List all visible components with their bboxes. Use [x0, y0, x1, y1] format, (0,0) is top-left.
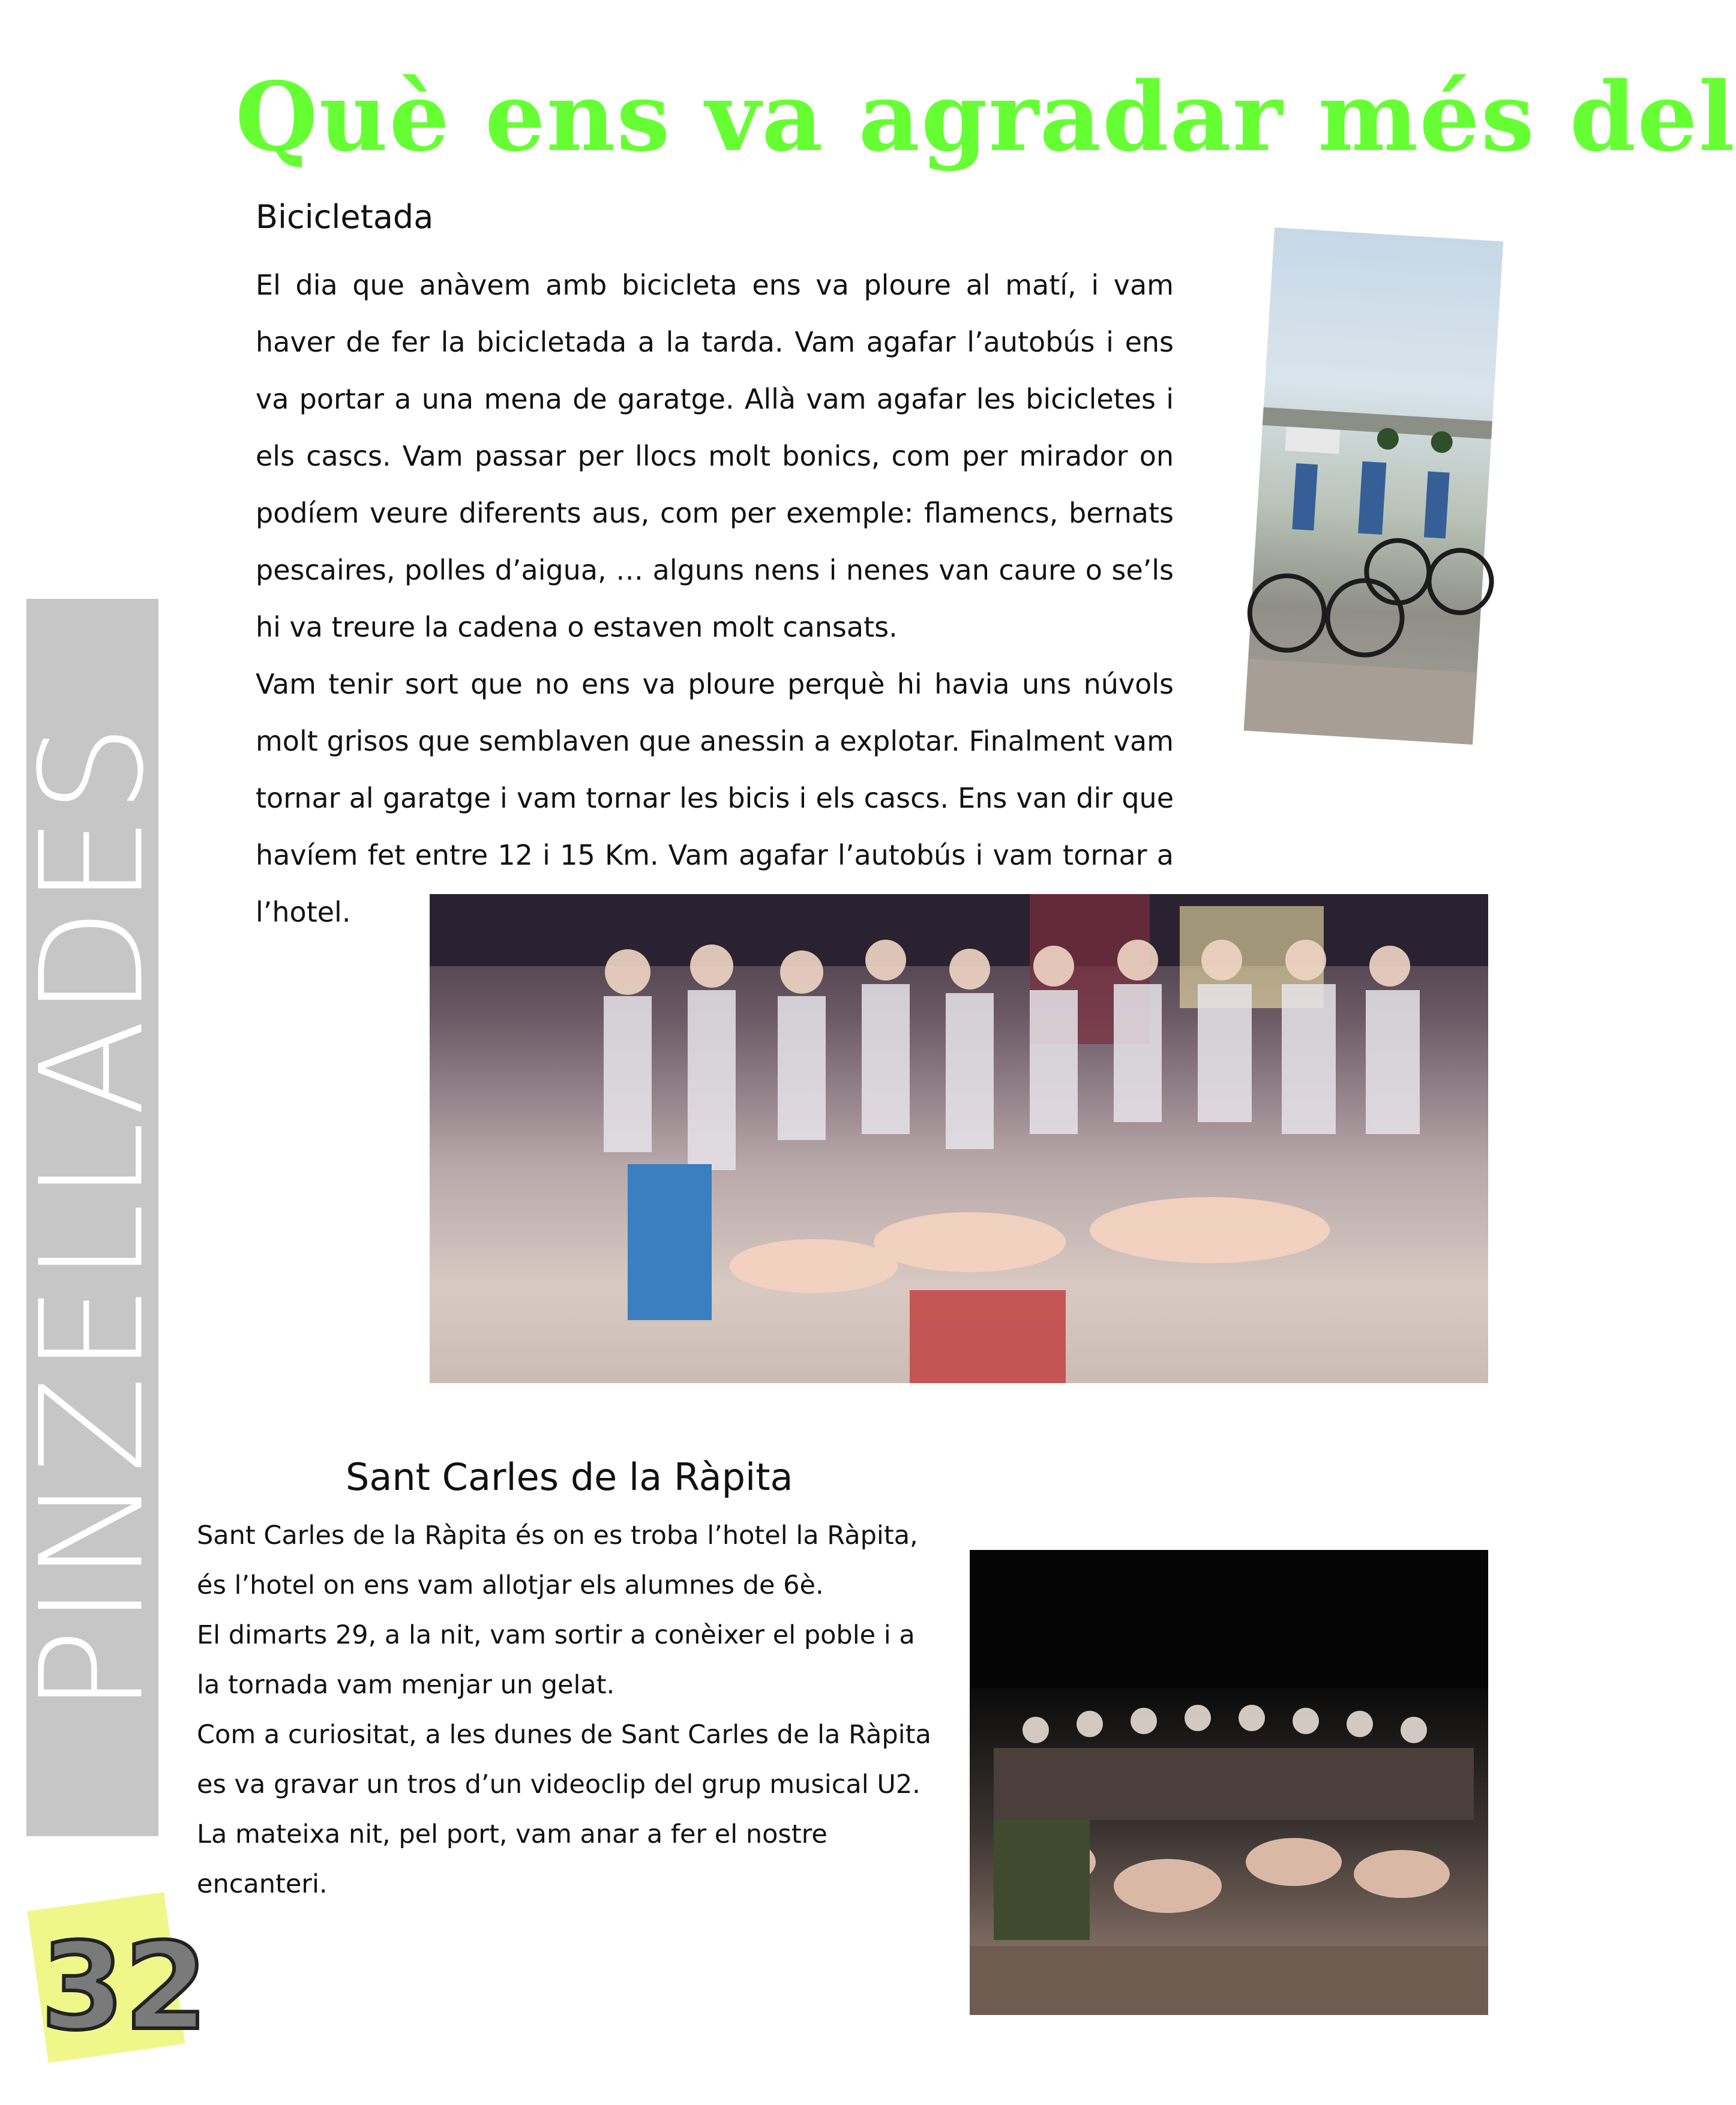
section-title-sant-carles: Sant Carles de la Ràpita — [346, 1455, 793, 1499]
page-number: 32 — [41, 1917, 208, 2057]
sidebar-banner — [10, 599, 175, 1836]
paragraph: El dia que anàvem amb bicicleta ens va ploure al matí, i vam haver de fer la bicicletada a la tarda. Vam agafar l’autobús i ens va portar a una mena de garatge. Allà vam agafar les bicicletes i els cascs. Vam passar per llocs molt bonics, com per mirador on podíem veure diferents aus, com per exemple: flamencs, bernats pescaires, polles d’aigua, … alguns nens i nenes van caure o se’ls hi va treure la cadena o estaven molt cansats. — [256, 269, 1174, 643]
page-title: Què ens va agradar més del — [235, 62, 1736, 173]
sidebar-label: PINZELLADES — [10, 721, 175, 1714]
section-body-sant-carles — [197, 1511, 941, 1909]
paragraph: La mateixa nit, pel port, vam anar a fer el nostre encanteri. — [197, 1819, 827, 1899]
photo-night-group — [970, 1550, 1488, 2015]
paragraph: Com a curiositat, a les dunes de Sant Carles de la Ràpita es va gravar un tros d’un videoclip del grup musical U2. — [197, 1720, 931, 1800]
paragraph: Vam tenir sort que no ens va ploure perquè hi havia uns núvols molt grisos que semblaven que anessin a explotar. Finalment vam tornar al garatge i vam tornar les bicis i els cascs. Ens van dir que havíem fet entre 12 i 15 Km. Vam agafar l’autobús i vam tornar a l’hotel. — [256, 668, 1174, 928]
paragraph: El dimarts 29, a la nit, vam sortir a conèixer el poble i a la tornada vam menjar un gelat. — [197, 1620, 915, 1700]
section-body-bicicletada — [256, 257, 1174, 941]
photo-cyclists — [1244, 227, 1504, 745]
section-title-bicicletada: Bicicletada — [256, 198, 434, 236]
photo-group-party — [430, 894, 1488, 1383]
paragraph: Sant Carles de la Ràpita és on es troba l’hotel la Ràpita, és l’hotel on ens vam allotjar els alumnes de 6è. — [197, 1521, 918, 1600]
